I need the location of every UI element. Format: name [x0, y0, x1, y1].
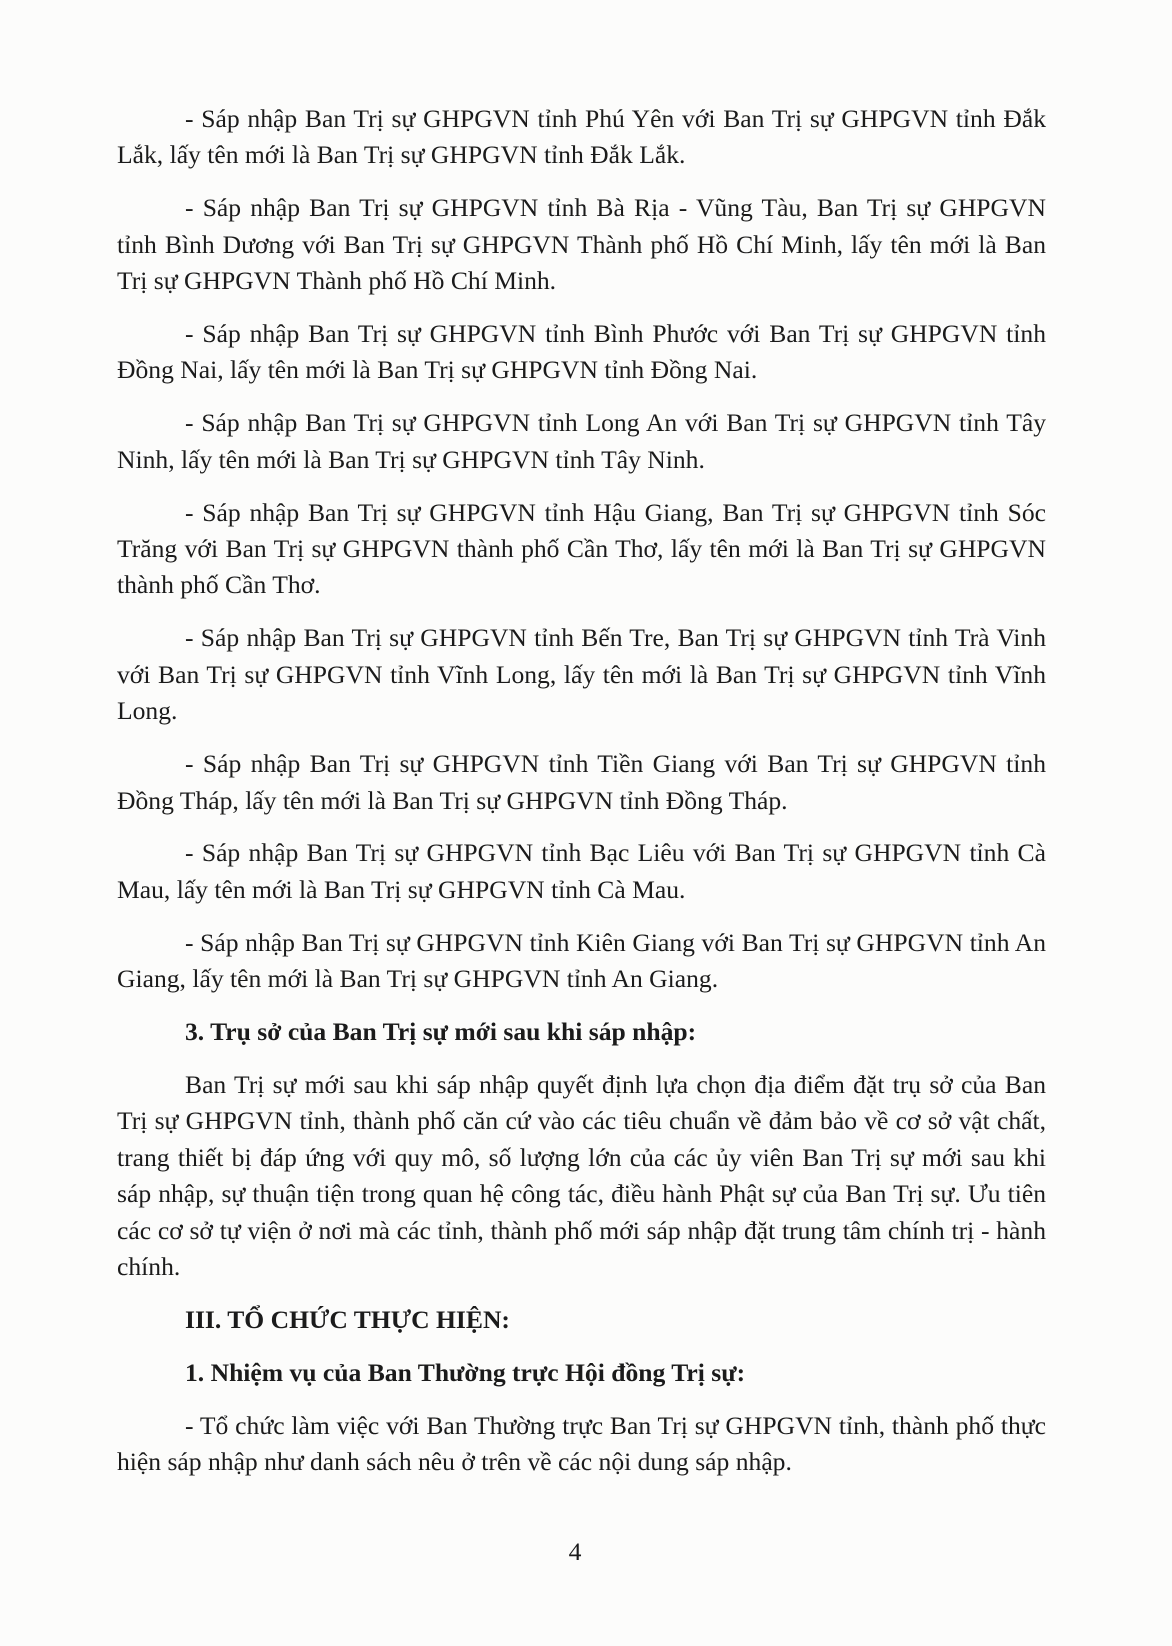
section-iii-heading: III. TỔ CHỨC THỰC HIỆN:: [185, 1304, 510, 1334]
merger-item: - Sáp nhập Ban Trị sự GHPGVN tỉnh Bà Rịa - Vũng Tàu, Ban Trị sự GHPGVN tỉnh Bình Dương với Ban Trị sự GHPGVN Thành phố Hồ Chí Minh, lấy tên mới là Ban Trị sự GHPGVN Thành phố Hồ Chí Minh.: [117, 193, 1046, 296]
merger-item: - Sáp nhập Ban Trị sự GHPGVN tỉnh Phú Yên với Ban Trị sự GHPGVN tỉnh Đắk Lắk, lấy tên mới là Ban Trị sự GHPGVN tỉnh Đắk Lắk.: [117, 104, 1046, 170]
merger-item: - Sáp nhập Ban Trị sự GHPGVN tỉnh Bến Tre, Ban Trị sự GHPGVN tỉnh Trà Vinh với Ban Trị sự GHPGVN tỉnh Vĩnh Long, lấy tên mới là Ban Trị sự GHPGVN tỉnh Vĩnh Long.: [117, 623, 1046, 726]
section-3-body: Ban Trị sự mới sau khi sáp nhập quyết định lựa chọn địa điểm đặt trụ sở của Ban Trị sự GHPGVN tỉnh, thành phố căn cứ vào các tiêu chuẩn về đảm bảo về cơ sở vật chất, trang thiết bị đáp ứng với quy mô, số lượng lớn của các ủy viên Ban Trị sự mới sau khi sáp nhập, sự thuận tiện trong quan hệ công tác, điều hành Phật sự của Ban Trị sự. Ưu tiên các cơ sở tự viện ở nơi mà các tỉnh, thành phố mới sáp nhập đặt trung tâm chính trị - hành chính.: [117, 1069, 1046, 1281]
merger-item: - Sáp nhập Ban Trị sự GHPGVN tỉnh Bình Phước với Ban Trị sự GHPGVN tỉnh Đồng Nai, lấy tên mới là Ban Trị sự GHPGVN tỉnh Đồng Nai.: [117, 319, 1046, 385]
merger-item: - Sáp nhập Ban Trị sự GHPGVN tỉnh Kiên Giang với Ban Trị sự GHPGVN tỉnh An Giang, lấy tên mới là Ban Trị sự GHPGVN tỉnh An Giang.: [117, 927, 1046, 994]
merger-item: - Sáp nhập Ban Trị sự GHPGVN tỉnh Tiền Giang với Ban Trị sự GHPGVN tỉnh Đồng Tháp, lấy tên mới là Ban Trị sự GHPGVN tỉnh Đồng Tháp.: [117, 749, 1046, 815]
page-number: 4: [568, 1537, 582, 1566]
merger-item: - Sáp nhập Ban Trị sự GHPGVN tỉnh Bạc Liêu với Ban Trị sự GHPGVN tỉnh Cà Mau, lấy tên mới là Ban Trị sự GHPGVN tỉnh Cà Mau.: [117, 838, 1046, 904]
merger-item: - Sáp nhập Ban Trị sự GHPGVN tỉnh Long An với Ban Trị sự GHPGVN tỉnh Tây Ninh, lấy tên mới là Ban Trị sự GHPGVN tỉnh Tây Ninh.: [117, 408, 1046, 474]
document-body: [117, 101, 1046, 1497]
section-iii-body: - Tổ chức làm việc với Ban Thường trực Ban Trị sự GHPGVN tỉnh, thành phố thực hiện sáp nhập như danh sách nêu ở trên về các nội dung sáp nhập.: [117, 1410, 1046, 1477]
section-iii-subheading: 1. Nhiệm vụ của Ban Thường trực Hội đồng Trị sự:: [185, 1357, 746, 1387]
merger-item: - Sáp nhập Ban Trị sự GHPGVN tỉnh Hậu Giang, Ban Trị sự GHPGVN tỉnh Sóc Trăng với Ban Trị sự GHPGVN thành phố Cần Thơ, lấy tên mới là Ban Trị sự GHPGVN thành phố Cần Thơ.: [117, 497, 1046, 600]
section-3-heading: 3. Trụ sở của Ban Trị sự mới sau khi sáp nhập:: [185, 1017, 697, 1047]
